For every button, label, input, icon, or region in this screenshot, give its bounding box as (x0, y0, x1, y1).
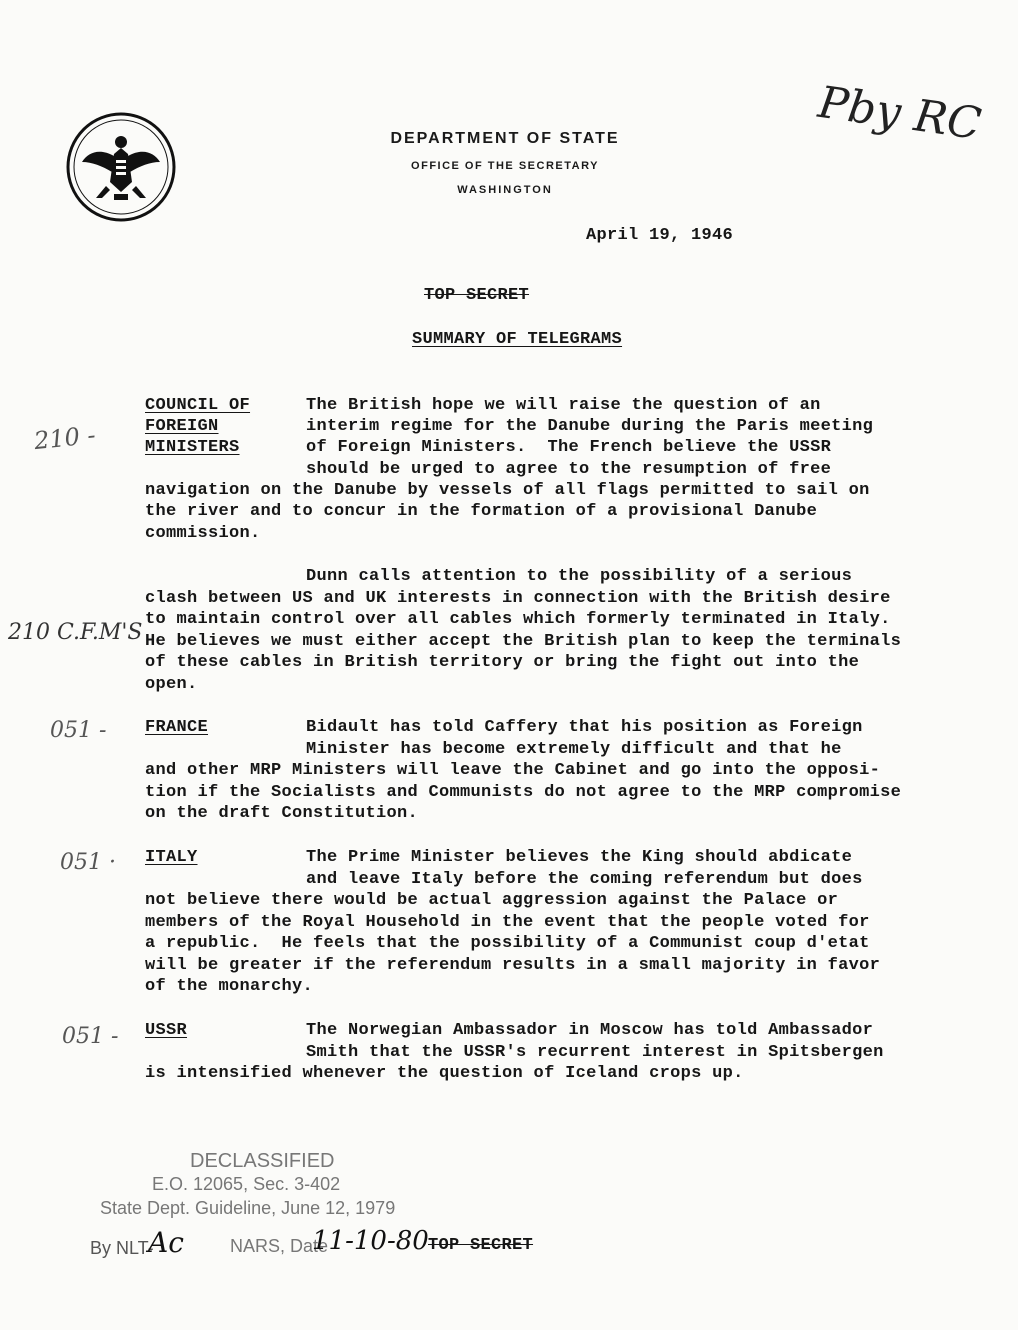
classification-header: TOP SECRET (424, 286, 530, 305)
margin-note-210: 210 - (32, 420, 97, 456)
letterhead-department: DEPARTMENT OF STATE (390, 130, 620, 147)
france-line-4: tion if the Socialists and Communists do not agree to the MRP compromise (145, 783, 902, 802)
ussr-line-2: Smith that the USSR's recurrent interest in Spitsbergen (306, 1043, 884, 1062)
cfm-p2-line-3: to maintain control over all cables which formerly terminated in Italy. (145, 610, 891, 629)
france-line-3: and other MRP Ministers will leave the Cabinet and go into the opposi- (145, 761, 881, 780)
declass-line-2: E.O. 12065, Sec. 3-402 (152, 1174, 341, 1194)
france-line-5: on the draft Constitution. (145, 804, 419, 823)
cfm-line-4: should be urged to agree to the resumption of free (306, 460, 832, 479)
cfm-line-5: navigation on the Danube by vessels of all flags permitted to sail on (145, 481, 870, 500)
margin-note-210-cfms: 210 C.F.M'S (8, 620, 143, 645)
letterhead-city: WASHINGTON (457, 184, 553, 196)
cfm-heading-2: FOREIGN (145, 417, 219, 436)
france-line-1: Bidault has told Caffery that his position as Foreign (306, 718, 863, 737)
margin-note-051-ussr: 051 - (62, 1024, 119, 1049)
italy-line-7: of the monarchy. (145, 977, 314, 996)
italy-line-3: not believe there would be actual aggression against the Palace or (145, 891, 839, 910)
italy-line-2: and leave Italy before the coming referendum but does (306, 870, 863, 889)
cfm-p2-line-4: He believes we must either accept the British plan to keep the terminals (145, 632, 902, 651)
declass-line-4-prefix: By NLT- (90, 1238, 154, 1258)
cfm-line-1: The British hope we will raise the question of an (306, 396, 821, 415)
italy-line-5: a republic. He feels that the possibility of a Communist coup d'etat (145, 934, 870, 953)
handwritten-initials: Pby RC (815, 76, 985, 151)
cfm-line-7: commission. (145, 524, 261, 543)
cfm-p2-line-1: Dunn calls attention to the possibility of a serious (306, 567, 853, 586)
margin-note-051-france: 051 - (50, 718, 107, 743)
ussr-line-3: is intensified whenever the question of Iceland crops up. (145, 1064, 744, 1083)
cfm-heading-1: COUNCIL OF (145, 396, 251, 415)
cfm-line-3: of Foreign Ministers. The French believe the USSR (306, 438, 832, 457)
declass-date: 11-10-80 (312, 1226, 429, 1256)
document-date: April 19, 1946 (586, 226, 734, 245)
france-heading: FRANCE (145, 718, 209, 737)
italy-heading: ITALY (145, 848, 198, 867)
declass-initials: Ac (148, 1226, 184, 1259)
cfm-p2-line-6: open. (145, 675, 198, 694)
letterhead-office: OFFICE OF THE SECRETARY (411, 160, 599, 172)
cfm-p2-line-5: of these cables in British territory or bring the fight out into the (145, 653, 860, 672)
cfm-p2-line-2: clash between US and UK interests in connection with the British desire (145, 589, 891, 608)
france-line-2: Minister has become extremely difficult and that he (306, 740, 842, 759)
declass-line-3: State Dept. Guideline, June 12, 1979 (100, 1198, 396, 1218)
italy-line-6: will be greater if the referendum results in a small majority in favor (145, 956, 881, 975)
ussr-line-1: The Norwegian Ambassador in Moscow has told Ambassador (306, 1021, 874, 1040)
italy-line-4: members of the Royal Household in the event that the people voted for (145, 913, 870, 932)
classification-footer: TOP SECRET (428, 1236, 534, 1255)
declass-line-4-mid: NARS, Date (230, 1236, 329, 1256)
cfm-heading-3: MINISTERS (145, 438, 240, 457)
italy-line-1: The Prime Minister believes the King should abdicate (306, 848, 853, 867)
declass-line-1: DECLASSIFIED (190, 1150, 335, 1172)
document-title: SUMMARY OF TELEGRAMS (412, 330, 623, 349)
cfm-line-6: the river and to concur in the formation of a provisional Danube (145, 502, 818, 521)
ussr-heading: USSR (145, 1021, 188, 1040)
cfm-line-2: interim regime for the Danube during the Paris meeting (306, 417, 874, 436)
margin-note-051-italy: 051 · (60, 850, 116, 875)
